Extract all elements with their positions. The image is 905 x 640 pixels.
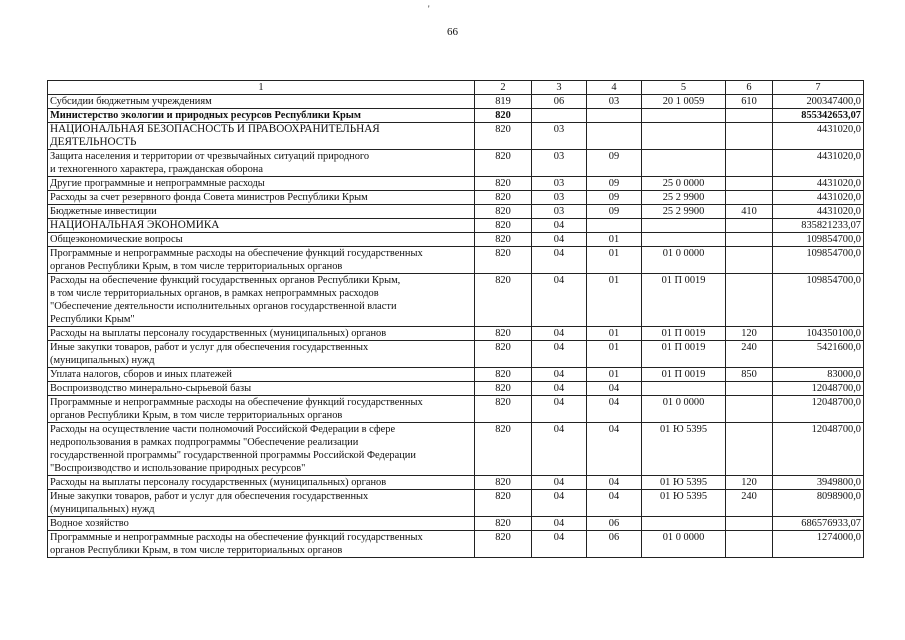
amount: 200347400,0 <box>773 95 864 109</box>
target-article-code: 01 Ю 5395 <box>642 423 726 476</box>
chapter-code: 820 <box>475 233 532 247</box>
target-article-code <box>642 382 726 396</box>
amount: 12048700,0 <box>773 423 864 476</box>
chapter-code: 820 <box>475 205 532 219</box>
subsection-code: 04 <box>587 476 642 490</box>
expense-type-code <box>726 219 773 233</box>
row-name-line: органов Республики Крым, в том числе территориальных органов <box>50 545 343 556</box>
row-name <box>48 517 475 531</box>
chapter-code: 820 <box>475 531 532 558</box>
subsection-code: 09 <box>587 150 642 177</box>
amount: 83000,0 <box>773 368 864 382</box>
chapter-code: 820 <box>475 423 532 476</box>
row-name <box>48 341 475 368</box>
row-name <box>48 233 475 247</box>
row-name-line: органов Республики Крым, в том числе территориальных органов <box>50 410 343 421</box>
row-name-line: Бюджетные инвестиции <box>50 206 157 217</box>
target-article-code: 01 П 0019 <box>642 341 726 368</box>
row-name-line: Уплата налогов, сборов и иных платежей <box>50 369 232 380</box>
row-name-line: Субсидии бюджетным учреждениям <box>50 96 212 107</box>
amount: 4431020,0 <box>773 123 864 150</box>
section-code: 03 <box>532 177 587 191</box>
section-code: 04 <box>532 233 587 247</box>
expense-type-code <box>726 233 773 247</box>
header-row <box>48 81 864 95</box>
table-row <box>48 327 864 341</box>
header-cell: 7 <box>773 81 864 95</box>
row-name <box>48 274 475 327</box>
chapter-code: 820 <box>475 247 532 274</box>
table-row <box>48 177 864 191</box>
chapter-code: 820 <box>475 109 532 123</box>
expense-type-code <box>726 247 773 274</box>
row-name-line: "Обеспечение деятельности исполнительных органов государственной власти <box>50 301 397 312</box>
row-name-line: Расходы на выплаты персоналу государственных (муниципальных) органов <box>50 328 387 339</box>
target-article-code: 01 0 0000 <box>642 531 726 558</box>
section-code: 04 <box>532 531 587 558</box>
chapter-code: 820 <box>475 490 532 517</box>
row-name-line: Защита населения и территории от чрезвычайных ситуаций природного <box>50 151 370 162</box>
row-name-line: Расходы на выплаты персоналу государственных (муниципальных) органов <box>50 477 387 488</box>
row-name <box>48 177 475 191</box>
subsection-code: 01 <box>587 327 642 341</box>
expense-type-code <box>726 123 773 150</box>
expense-type-code <box>726 396 773 423</box>
row-name-line: и техногенного характера, гражданская оборона <box>50 164 263 175</box>
table-row <box>48 109 864 123</box>
amount: 4431020,0 <box>773 191 864 205</box>
row-name-line: "Воспроизводство и использование природных ресурсов" <box>50 463 306 474</box>
scan-mark: ' <box>428 4 430 14</box>
section-code: 04 <box>532 476 587 490</box>
row-name-line: НАЦИОНАЛЬНАЯ БЕЗОПАСНОСТЬ И ПРАВООХРАНИТЕЛЬНАЯ <box>50 123 380 135</box>
expense-type-code <box>726 274 773 327</box>
subsection-code: 04 <box>587 490 642 517</box>
amount: 12048700,0 <box>773 396 864 423</box>
row-name <box>48 150 475 177</box>
chapter-code: 820 <box>475 219 532 233</box>
section-code: 04 <box>532 423 587 476</box>
table-row <box>48 123 864 150</box>
table-row <box>48 368 864 382</box>
amount: 104350100,0 <box>773 327 864 341</box>
row-name-line: Республики Крым" <box>50 314 135 325</box>
subsection-code: 01 <box>587 233 642 247</box>
amount: 4431020,0 <box>773 205 864 219</box>
row-name <box>48 531 475 558</box>
subsection-code: 01 <box>587 368 642 382</box>
chapter-code: 820 <box>475 274 532 327</box>
chapter-code: 820 <box>475 123 532 150</box>
section-code: 04 <box>532 490 587 517</box>
row-name-line: недропользования в рамках подпрограммы "Обеспечение реализации <box>50 437 359 448</box>
table-row <box>48 95 864 109</box>
expense-type-code: 410 <box>726 205 773 219</box>
target-article-code: 01 Ю 5395 <box>642 490 726 517</box>
expense-type-code <box>726 109 773 123</box>
expense-type-code: 610 <box>726 95 773 109</box>
row-name-line: Программные и непрограммные расходы на обеспечение функций государственных <box>50 248 423 259</box>
header-cell: 2 <box>475 81 532 95</box>
target-article-code: 01 Ю 5395 <box>642 476 726 490</box>
row-name-line: органов Республики Крым, в том числе территориальных органов <box>50 261 343 272</box>
expense-type-code <box>726 150 773 177</box>
row-name <box>48 219 475 233</box>
chapter-code: 820 <box>475 396 532 423</box>
amount: 835821233,07 <box>773 219 864 233</box>
chapter-code: 819 <box>475 95 532 109</box>
subsection-code <box>587 123 642 150</box>
chapter-code: 820 <box>475 476 532 490</box>
row-name-line: Водное хозяйство <box>50 518 129 529</box>
row-name-line: Расходы за счет резервного фонда Совета министров Республики Крым <box>50 192 368 203</box>
row-name-line: Расходы на осуществление части полномочий Российской Федерации в сфере <box>50 424 396 435</box>
section-code: 04 <box>532 219 587 233</box>
table-row <box>48 191 864 205</box>
target-article-code: 20 1 0059 <box>642 95 726 109</box>
section-code: 04 <box>532 247 587 274</box>
amount: 1274000,0 <box>773 531 864 558</box>
page-number: 66 <box>447 26 458 38</box>
subsection-code <box>587 109 642 123</box>
row-name-line: Общеэкономические вопросы <box>50 234 183 245</box>
amount: 109854700,0 <box>773 247 864 274</box>
expense-type-code <box>726 382 773 396</box>
expense-type-code <box>726 531 773 558</box>
subsection-code: 09 <box>587 205 642 219</box>
target-article-code: 25 0 0000 <box>642 177 726 191</box>
subsection-code: 04 <box>587 423 642 476</box>
section-code: 06 <box>532 95 587 109</box>
section-code: 03 <box>532 123 587 150</box>
target-article-code: 01 П 0019 <box>642 327 726 341</box>
table-row <box>48 423 864 476</box>
chapter-code: 820 <box>475 191 532 205</box>
row-name <box>48 396 475 423</box>
table-row <box>48 274 864 327</box>
amount: 109854700,0 <box>773 233 864 247</box>
table-row <box>48 341 864 368</box>
row-name-line: государственной программы" государственной программы Российской Федерации <box>50 450 416 461</box>
amount: 686576933,07 <box>773 517 864 531</box>
budget-table <box>47 80 864 558</box>
amount: 855342653,07 <box>773 109 864 123</box>
row-name-line: (муниципальных) нужд <box>50 504 155 515</box>
chapter-code: 820 <box>475 341 532 368</box>
expense-type-code: 240 <box>726 490 773 517</box>
chapter-code: 820 <box>475 150 532 177</box>
row-name <box>48 247 475 274</box>
table-row <box>48 233 864 247</box>
expense-type-code <box>726 191 773 205</box>
row-name-line: (муниципальных) нужд <box>50 355 155 366</box>
target-article-code: 01 0 0000 <box>642 396 726 423</box>
row-name-line: Иные закупки товаров, работ и услуг для обеспечения государственных <box>50 342 369 353</box>
header-cell: 4 <box>587 81 642 95</box>
table-row <box>48 396 864 423</box>
section-code: 03 <box>532 191 587 205</box>
expense-type-code: 120 <box>726 327 773 341</box>
section-code: 04 <box>532 517 587 531</box>
header-cell: 6 <box>726 81 773 95</box>
target-article-code: 01 П 0019 <box>642 368 726 382</box>
expense-type-code <box>726 177 773 191</box>
subsection-code: 09 <box>587 191 642 205</box>
table-row <box>48 247 864 274</box>
row-name <box>48 205 475 219</box>
amount: 5421600,0 <box>773 341 864 368</box>
chapter-code: 820 <box>475 382 532 396</box>
target-article-code <box>642 517 726 531</box>
expense-type-code: 120 <box>726 476 773 490</box>
row-name-line: в том числе территориальных органов, в рамках непрограммных расходов <box>50 288 379 299</box>
target-article-code: 01 0 0000 <box>642 247 726 274</box>
subsection-code: 01 <box>587 247 642 274</box>
row-name <box>48 109 475 123</box>
target-article-code <box>642 150 726 177</box>
row-name <box>48 95 475 109</box>
amount: 8098900,0 <box>773 490 864 517</box>
section-code: 04 <box>532 341 587 368</box>
row-name-line: НАЦИОНАЛЬНАЯ ЭКОНОМИКА <box>50 219 220 231</box>
table-row <box>48 205 864 219</box>
row-name <box>48 368 475 382</box>
target-article-code <box>642 109 726 123</box>
table-row <box>48 517 864 531</box>
row-name-line: Министерство экологии и природных ресурсов Республики Крым <box>50 110 361 121</box>
row-name-line: Воспроизводство минерально-сырьевой базы <box>50 383 252 394</box>
target-article-code: 25 2 9900 <box>642 205 726 219</box>
table-row <box>48 531 864 558</box>
table-row <box>48 476 864 490</box>
budget-table-body <box>48 95 864 558</box>
subsection-code <box>587 219 642 233</box>
row-name <box>48 476 475 490</box>
section-code: 04 <box>532 396 587 423</box>
row-name-line: Программные и непрограммные расходы на обеспечение функций государственных <box>50 397 423 408</box>
row-name-line: Расходы на обеспечение функций государственных органов Республики Крым, <box>50 275 401 286</box>
target-article-code: 01 П 0019 <box>642 274 726 327</box>
row-name <box>48 123 475 150</box>
subsection-code: 06 <box>587 517 642 531</box>
section-code <box>532 109 587 123</box>
row-name <box>48 490 475 517</box>
section-code: 04 <box>532 368 587 382</box>
row-name-line: Другие программные и непрограммные расходы <box>50 178 265 189</box>
row-name <box>48 423 475 476</box>
target-article-code <box>642 123 726 150</box>
table-row <box>48 150 864 177</box>
chapter-code: 820 <box>475 327 532 341</box>
row-name <box>48 191 475 205</box>
amount: 4431020,0 <box>773 177 864 191</box>
subsection-code: 01 <box>587 341 642 368</box>
chapter-code: 820 <box>475 177 532 191</box>
row-name-line: Иные закупки товаров, работ и услуг для обеспечения государственных <box>50 491 369 502</box>
section-code: 04 <box>532 327 587 341</box>
header-cell: 3 <box>532 81 587 95</box>
table-row <box>48 490 864 517</box>
amount: 4431020,0 <box>773 150 864 177</box>
expense-type-code <box>726 517 773 531</box>
subsection-code: 04 <box>587 396 642 423</box>
subsection-code: 03 <box>587 95 642 109</box>
expense-type-code: 240 <box>726 341 773 368</box>
subsection-code: 06 <box>587 531 642 558</box>
section-code: 04 <box>532 382 587 396</box>
header-cell: 5 <box>642 81 726 95</box>
target-article-code <box>642 233 726 247</box>
expense-type-code <box>726 423 773 476</box>
target-article-code <box>642 219 726 233</box>
amount: 3949800,0 <box>773 476 864 490</box>
section-code: 04 <box>532 274 587 327</box>
amount: 12048700,0 <box>773 382 864 396</box>
row-name-line: Программные и непрограммные расходы на обеспечение функций государственных <box>50 532 423 543</box>
subsection-code: 04 <box>587 382 642 396</box>
chapter-code: 820 <box>475 517 532 531</box>
subsection-code: 09 <box>587 177 642 191</box>
chapter-code: 820 <box>475 368 532 382</box>
row-name-line: ДЕЯТЕЛЬНОСТЬ <box>50 136 137 148</box>
subsection-code: 01 <box>587 274 642 327</box>
header-cell: 1 <box>48 81 475 95</box>
row-name <box>48 327 475 341</box>
section-code: 03 <box>532 150 587 177</box>
amount: 109854700,0 <box>773 274 864 327</box>
section-code: 03 <box>532 205 587 219</box>
target-article-code: 25 2 9900 <box>642 191 726 205</box>
row-name <box>48 382 475 396</box>
table-row <box>48 219 864 233</box>
table-row <box>48 382 864 396</box>
expense-type-code: 850 <box>726 368 773 382</box>
